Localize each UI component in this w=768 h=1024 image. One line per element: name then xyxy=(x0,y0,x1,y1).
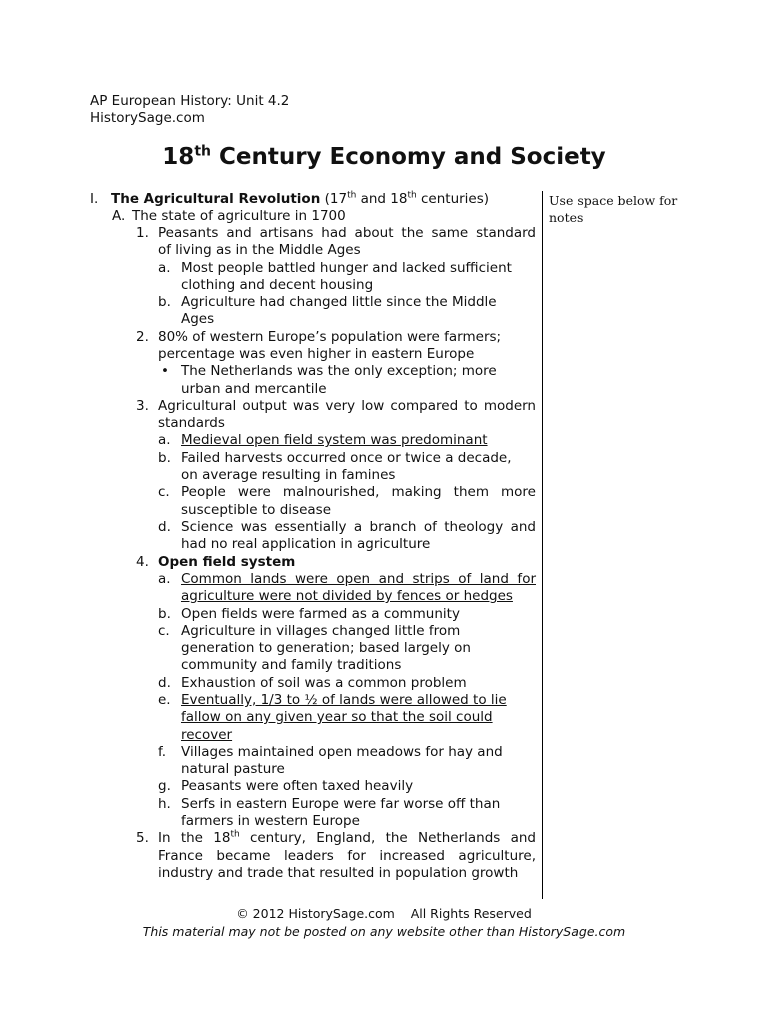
section-sup2: th xyxy=(407,190,417,201)
item-4c-line-1: Agriculture in villages changed little from xyxy=(181,623,461,639)
item-4c-line-2: generation to generation; based largely on xyxy=(181,640,471,656)
item-3d-marker: d. xyxy=(158,519,171,535)
item-4a-marker: a. xyxy=(158,571,171,587)
footer-notice xyxy=(0,923,768,940)
title-post: Century Economy and Society xyxy=(210,144,606,170)
item-4h-line-2: farmers in western Europe xyxy=(181,813,360,829)
item-4h-marker: h. xyxy=(158,796,171,812)
title-pre: 18 xyxy=(162,144,195,170)
item-2-bullet-marker: • xyxy=(161,363,169,379)
item-4b-line-1: Open fields were farmed as a community xyxy=(181,606,460,622)
footer-notice-text: This material may not be posted on any website other than HistorySage.com xyxy=(142,924,626,939)
item-4f-line-2: natural pasture xyxy=(181,761,285,777)
item-5-line-1-pre: In the 18 xyxy=(158,830,231,846)
item-1a-marker: a. xyxy=(158,260,171,276)
item-2-marker: 2. xyxy=(136,329,149,345)
item-1b-line-1: Agriculture had changed little since the Middle xyxy=(181,294,497,310)
item-5-line-2: France became leaders for increased agriculture, xyxy=(158,848,536,864)
item-4c-marker: c. xyxy=(158,623,170,639)
item-3a-line-1: Medieval open field system was predominant xyxy=(181,432,488,448)
section-heading xyxy=(111,191,489,208)
item-4e-line-2: fallow on any given year so that the soil could xyxy=(181,709,493,725)
item-5-line-1 xyxy=(158,830,536,847)
item-5-marker: 5. xyxy=(136,830,149,846)
item-1a-line-2: clothing and decent housing xyxy=(181,277,374,293)
section-marker: I. xyxy=(90,191,99,207)
item-5-line-3: industry and trade that resulted in population growth xyxy=(158,865,519,881)
section-paren-open: (17 xyxy=(320,191,348,207)
item-1-marker: 1. xyxy=(136,225,149,241)
page-title xyxy=(0,142,768,172)
section-heading-text: The Agricultural Revolution xyxy=(111,191,321,207)
item-3-line-2: standards xyxy=(158,415,225,431)
item-4e-line-1: Eventually, 1/3 to ½ of lands were allowed to lie xyxy=(181,692,507,708)
item-4e-line-3: recover xyxy=(181,727,233,743)
item-3a-marker: a. xyxy=(158,432,171,448)
item-4a-line-2: agriculture were not divided by fences or hedges xyxy=(181,588,513,604)
item-3b-line-1: Failed harvests occurred once or twice a decade, xyxy=(181,450,512,466)
notes-label: Use space below for notes xyxy=(549,193,678,225)
item-3d-line-2: had no real application in agriculture xyxy=(181,536,431,552)
item-3b-marker: b. xyxy=(158,450,171,466)
item-3c-line-2: susceptible to disease xyxy=(181,502,331,518)
item-4d-marker: d. xyxy=(158,675,171,691)
footer-copyright: © 2012 HistorySage.com All Rights Reserved xyxy=(236,906,532,921)
notes-divider xyxy=(542,191,543,899)
item-2-bullet-line-2: urban and mercantile xyxy=(181,381,327,397)
item-5-line-1-sup: th xyxy=(230,829,240,840)
item-1-line-1: Peasants and artisans had about the same standard xyxy=(158,225,536,241)
item-3-marker: 3. xyxy=(136,398,149,414)
item-3b-line-2: on average resulting in famines xyxy=(181,467,396,483)
section-paren-close: centuries) xyxy=(416,191,490,207)
item-1a-line-1: Most people battled hunger and lacked sufficient xyxy=(181,260,512,276)
section-and: and 18 xyxy=(356,191,408,207)
outline-a-text: The state of agriculture in 1700 xyxy=(132,208,346,224)
item-3c-marker: c. xyxy=(158,484,170,500)
item-4g-line-1: Peasants were often taxed heavily xyxy=(181,778,414,794)
item-2-line-1: 80% of western Europe’s population were farmers; xyxy=(158,329,502,345)
item-3c-line-1: People were malnourished, making them more xyxy=(181,484,536,500)
outline-a-marker: A. xyxy=(112,208,126,224)
item-4e-marker: e. xyxy=(158,692,171,708)
item-2-line-2: percentage was even higher in eastern Europe xyxy=(158,346,475,362)
item-1b-marker: b. xyxy=(158,294,171,310)
item-5-line-1-post: century, England, the Netherlands and xyxy=(239,830,536,846)
item-1b-line-2: Ages xyxy=(181,311,215,327)
item-4-marker: 4. xyxy=(136,554,149,570)
item-4c-line-3: community and family traditions xyxy=(181,657,402,673)
title-sup: th xyxy=(194,143,211,160)
section-sup1: th xyxy=(347,190,357,201)
item-4-heading: Open field system xyxy=(158,554,296,570)
item-4f-line-1: Villages maintained open meadows for hay and xyxy=(181,744,503,760)
item-3-line-1: Agricultural output was very low compared to modern xyxy=(158,398,536,414)
item-4g-marker: g. xyxy=(158,778,171,794)
item-4b-marker: b. xyxy=(158,606,171,622)
item-4f-marker: f. xyxy=(158,744,167,760)
item-4h-line-1: Serfs in eastern Europe were far worse off than xyxy=(181,796,501,812)
site-label: HistorySage.com xyxy=(90,110,205,126)
course-label: AP European History: Unit 4.2 xyxy=(90,93,290,109)
item-4a-line-1: Common lands were open and strips of land for xyxy=(181,571,536,587)
item-2-bullet-line-1: The Netherlands was the only exception; more xyxy=(181,363,497,379)
item-1-line-2: of living as in the Middle Ages xyxy=(158,242,361,258)
item-3d-line-1: Science was essentially a branch of theology and xyxy=(181,519,536,535)
item-4d-line-1: Exhaustion of soil was a common problem xyxy=(181,675,467,691)
